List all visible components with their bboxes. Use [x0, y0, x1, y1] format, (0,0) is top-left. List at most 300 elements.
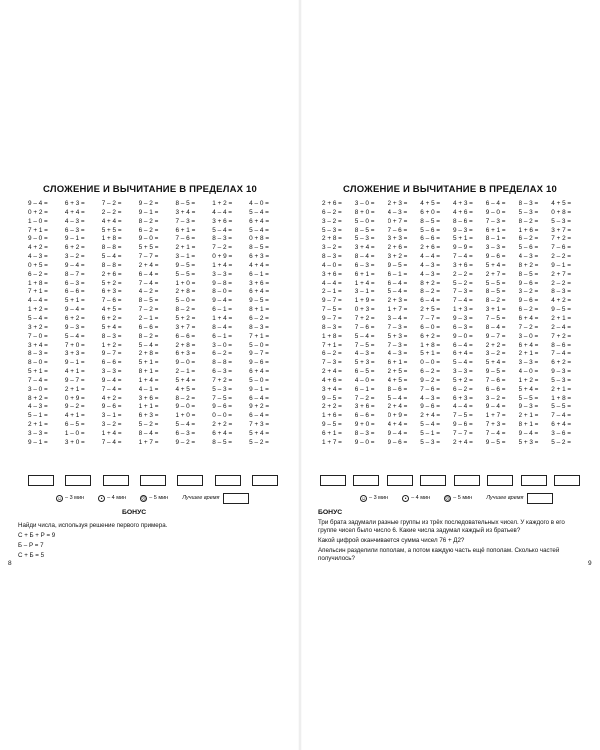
exercise-item: 6 – 3 = — [453, 323, 473, 331]
answer-box-slot — [316, 475, 350, 488]
timing-5min — [140, 495, 168, 502]
exercise-item: 9 – 2 = — [64, 403, 85, 411]
exercise-item: 6 – 4 = — [249, 394, 269, 402]
answer-box-slot — [97, 475, 134, 488]
exercise-item: 9 – 7 = — [322, 314, 342, 322]
exercise-item: 2 – 2 = — [101, 208, 122, 216]
answer-box-slot — [450, 475, 484, 488]
exercise-item: 3 – 3 = — [28, 429, 48, 437]
exercise-item: 3 + 6 = — [354, 403, 375, 411]
exercise-item: 6 – 3 = — [354, 261, 375, 269]
exercise-item: 1 – 0 = — [28, 217, 48, 225]
exercise-item: 0 + 7 = — [387, 217, 408, 225]
exercise-column — [249, 200, 286, 475]
exercise-item: 5 + 1 = — [138, 359, 159, 367]
exercise-item: 9 – 6 = — [387, 438, 408, 446]
time-box[interactable] — [320, 475, 346, 486]
exercise-item: 6 – 2 = — [212, 350, 233, 358]
exercise-item: 2 + 7 = — [551, 270, 572, 278]
exercise-item: 5 + 1 = — [420, 350, 441, 358]
answer-box-slot — [22, 475, 59, 488]
exercise-item: 6 – 4 = — [249, 412, 269, 420]
exercise-item: 4 + 6 = — [453, 208, 473, 216]
exercise-item: 1 + 8 = — [101, 235, 122, 243]
exercise-item: 4 + 4 = — [249, 261, 270, 269]
exercise-item: 5 – 4 = — [249, 226, 269, 234]
exercise-item: 6 + 3 = — [138, 412, 159, 420]
exercise-item: 9 – 0 = — [175, 359, 196, 367]
exercise-item: 1 + 2 = — [212, 200, 233, 207]
exercise-item: 2 + 4 = — [420, 412, 441, 420]
exercise-item: 2 + 6 = — [101, 270, 122, 278]
exercise-item: 8 – 6 = — [453, 217, 473, 225]
exercise-item: 2 + 1 = — [28, 421, 48, 429]
exercise-item: 9 – 6 = — [420, 403, 440, 411]
exercise-item: 5 – 2 = — [551, 438, 571, 446]
exercise-item: 8 – 8 = — [101, 261, 122, 269]
exercise-item: 1 + 4 = — [354, 279, 375, 287]
smiley-icon: ☺ — [57, 495, 63, 502]
exercise-item: 7 – 5 = — [485, 314, 506, 322]
exercise-item: 6 – 6 = — [485, 385, 506, 393]
exercise-item: 9 – 3 = — [551, 368, 571, 376]
exercise-item: 5 + 4 = — [175, 376, 196, 384]
exercise-item: 7 – 4 = — [453, 253, 473, 261]
exercise-item: 8 + 1 = — [138, 368, 159, 376]
time-box[interactable] — [103, 475, 129, 486]
exercise-item: 6 + 4 = — [249, 217, 270, 225]
page-number: 9 — [588, 560, 592, 567]
exercise-item: 3 + 3 = — [387, 235, 408, 243]
exercise-column — [139, 200, 176, 475]
exercise-item: 6 + 1 = — [322, 429, 342, 437]
exercise-item: 4 + 4 = — [64, 208, 85, 216]
exercise-item: 6 + 0 = — [420, 208, 441, 216]
exercise-item: 3 + 3 = — [64, 350, 85, 358]
exercise-item: 9 – 6 = — [453, 421, 473, 429]
exercise-item: 1 + 2 = — [28, 306, 48, 314]
exercise-item: 3 – 2 = — [518, 288, 539, 296]
exercise-item: 9 – 6 = — [485, 253, 506, 261]
page-title: СЛОЖЕНИЕ И ВЫЧИТАНИЕ В ПРЕДЕЛАХ 10 — [343, 184, 557, 195]
exercise-item: 1 + 2 = — [518, 376, 539, 384]
exercise-item: 8 – 3 = — [354, 429, 375, 437]
exercise-item: 6 + 2 = — [64, 244, 85, 252]
exercise-item: 5 – 5 = — [551, 403, 571, 411]
exercise-item: 6 + 1 = — [354, 270, 375, 278]
exercise-item: 4 – 3 = — [387, 208, 408, 216]
exercise-item: 8 – 0 = — [212, 288, 233, 296]
exercise-item: 6 – 4 = — [453, 341, 473, 349]
exercise-item: 4 + 5 = — [387, 376, 408, 384]
exercise-item: 5 – 5 = — [518, 394, 539, 402]
sad-face-icon: ☹ — [141, 495, 147, 502]
time-box[interactable] — [420, 475, 446, 486]
timing-3min — [360, 495, 388, 502]
timing-4min-label: – 4 мин — [411, 495, 431, 501]
exercise-item: 6 – 1 = — [212, 306, 233, 314]
exercise-item: 6 – 2 = — [453, 385, 473, 393]
exercise-item: 6 + 3 = — [175, 350, 196, 358]
exercise-item: 5 – 0 = — [249, 376, 269, 384]
timing-5min-label: – 5 мин — [453, 495, 473, 501]
bonus-text — [18, 522, 282, 562]
exercise-item: 6 + 2 = — [64, 314, 85, 322]
exercise-item: 6 + 4 = — [518, 314, 539, 322]
exercise-item: 6 – 1 = — [354, 385, 375, 393]
exercise-item: 9 – 5 = — [249, 297, 269, 305]
exercise-item: 1 + 2 = — [101, 341, 122, 349]
exercise-item: 6 – 4 = — [420, 297, 440, 305]
answer-box-slot — [484, 475, 518, 488]
exercise-item: 2 + 1 = — [175, 244, 196, 252]
exercise-item: 9 – 3 = — [64, 323, 85, 331]
exercise-item: 4 – 4 = — [420, 253, 440, 261]
exercise-item: 3 – 0 = — [354, 200, 375, 207]
exercise-item: 2 + 2 = — [322, 403, 342, 411]
exercise-item: 7 – 3 = — [387, 323, 408, 331]
exercise-item: 2 + 8 = — [138, 350, 159, 358]
exercise-item: 3 – 3 = — [518, 359, 539, 367]
exercise-item: 9 – 1 = — [249, 385, 269, 393]
exercise-item: 1 + 4 = — [101, 429, 122, 437]
exercise-item: 7 – 4 = — [551, 412, 571, 420]
exercise-item: 9 – 7 = — [485, 332, 506, 340]
answer-box-slot — [134, 475, 171, 488]
exercise-item: 5 – 0 = — [175, 297, 196, 305]
timing-legend — [360, 491, 553, 505]
exercise-item: 8 – 3 = — [212, 235, 233, 243]
exercise-item: 2 + 2 = — [212, 421, 233, 429]
time-box[interactable] — [140, 475, 166, 486]
exercise-item: 9 – 6 = — [249, 359, 269, 367]
exercise-item: 4 + 4 = — [101, 217, 122, 225]
best-time-box[interactable] — [527, 493, 553, 504]
exercise-item: 7 – 2 = — [101, 200, 122, 207]
exercise-item: 7 + 1 = — [28, 226, 48, 234]
exercise-item: 2 – 1 = — [175, 368, 196, 376]
exercise-item: 7 – 4 = — [453, 297, 473, 305]
exercise-item: 7 – 3 = — [453, 288, 473, 296]
exercise-item: 1 – 0 = — [64, 429, 85, 437]
exercise-item: 3 + 4 = — [322, 385, 342, 393]
exercise-item: 5 + 2 = — [453, 376, 473, 384]
answer-box-slot — [517, 475, 551, 488]
exercise-item: 6 + 4 = — [518, 341, 539, 349]
exercise-item: 6 – 1 = — [249, 270, 269, 278]
exercise-item: 5 + 2 = — [175, 314, 196, 322]
exercise-item: 3 + 6 = — [212, 217, 233, 225]
exercise-item: 3 + 4 = — [28, 341, 48, 349]
exercise-item: 9 – 5 = — [485, 368, 506, 376]
bonus-title: БОНУС — [318, 509, 343, 516]
exercise-item: 6 – 2 = — [420, 368, 440, 376]
exercise-item: 7 – 2 = — [354, 394, 375, 402]
exercise-item: 9 – 1 = — [64, 235, 85, 243]
exercise-item: 3 – 4 = — [387, 314, 408, 322]
exercise-item: 3 – 1 = — [101, 412, 122, 420]
exercise-item: 5 – 4 = — [249, 208, 269, 216]
exercise-column — [65, 200, 102, 475]
exercise-item: 9 – 0 = — [138, 235, 159, 243]
exercise-item: 1 + 4 = — [212, 314, 233, 322]
exercise-item: 4 – 4 = — [322, 279, 342, 287]
exercise-item: 8 – 8 = — [101, 244, 122, 252]
exercise-item: 8 – 3 = — [249, 323, 269, 331]
exercise-item: 6 – 3 = — [212, 368, 233, 376]
exercise-item: 6 – 2 = — [138, 226, 159, 234]
exercise-item: 8 + 2 = — [420, 279, 441, 287]
exercise-item: 5 – 4 = — [175, 421, 196, 429]
bonus-text — [318, 519, 584, 565]
exercise-item: 2 – 2 = — [453, 270, 473, 278]
exercise-item: 3 + 2 = — [387, 253, 408, 261]
exercise-item: 7 – 7 = — [420, 314, 440, 322]
exercise-item: 0 + 8 = — [249, 235, 270, 243]
exercise-item: 7 – 6 = — [387, 226, 408, 234]
exercise-item: 9 – 5 = — [322, 421, 342, 429]
time-box[interactable] — [521, 475, 547, 486]
neutral-face-icon: • — [402, 495, 409, 502]
timing-3min-label: – 3 мин — [65, 495, 85, 501]
time-box[interactable] — [177, 475, 203, 486]
timing-4min — [98, 495, 126, 502]
exercise-item: 9 – 3 = — [453, 314, 473, 322]
exercise-item: 3 – 2 = — [322, 217, 342, 225]
exercise-item: 8 – 6 = — [387, 385, 408, 393]
exercise-item: 1 + 4 = — [212, 261, 233, 269]
exercise-column — [102, 200, 139, 475]
exercise-item: 5 – 4 = — [420, 421, 440, 429]
exercise-item: 8 – 5 = — [138, 297, 159, 305]
exercise-item: 6 – 6 = — [354, 412, 375, 420]
exercise-item: 4 – 3 = — [420, 394, 440, 402]
exercise-item: 6 – 6 = — [420, 235, 440, 243]
exercise-item: 0 + 9 = — [387, 412, 408, 420]
exercise-item: 0 – 0 = — [420, 359, 440, 367]
exercise-item: 9 – 1 = — [28, 438, 48, 446]
exercise-item: 5 – 0 = — [249, 341, 269, 349]
exercise-item: 8 – 3 = — [322, 253, 342, 261]
bonus-line: Найди числа, используя решение первого примера. — [18, 522, 168, 529]
exercise-item: 9 – 4 = — [387, 429, 408, 437]
exercise-item: 6 – 2 = — [518, 306, 539, 314]
exercise-item: 1 + 3 = — [453, 306, 473, 314]
exercise-item: 4 + 5 = — [551, 200, 572, 207]
exercise-item: 8 – 3 = — [518, 200, 539, 207]
exercise-column — [420, 200, 453, 475]
exercise-item: 5 + 4 = — [518, 385, 539, 393]
exercise-item: 4 – 0 = — [249, 200, 269, 207]
exercise-item: 1 + 7 = — [322, 438, 342, 446]
sad-face-icon: ☹ — [445, 495, 451, 502]
exercise-item: 6 – 6 = — [64, 288, 85, 296]
exercise-item: 3 – 3 = — [212, 270, 233, 278]
exercise-item: 3 + 2 = — [28, 323, 48, 331]
exercise-item: 7 + 2 = — [551, 235, 572, 243]
exercise-item: 7 + 2 = — [354, 314, 375, 322]
exercise-item: 1 + 8 = — [28, 279, 48, 287]
exercise-item: 8 – 5 = — [212, 438, 233, 446]
answer-box-slot — [551, 475, 585, 488]
exercise-item: 1 + 6 = — [518, 226, 539, 234]
exercise-item: 5 + 2 = — [101, 279, 122, 287]
time-box[interactable] — [215, 475, 241, 486]
exercise-item: 6 – 6 = — [101, 359, 122, 367]
page-title: СЛОЖЕНИЕ И ВЫЧИТАНИЕ В ПРЕДЕЛАХ 10 — [43, 184, 257, 195]
exercise-item: 3 – 3 = — [485, 244, 506, 252]
exercise-item: 4 – 3 = — [354, 350, 375, 358]
exercise-item: 6 – 3 = — [64, 279, 85, 287]
exercise-item: 6 – 4 = — [138, 270, 159, 278]
answer-box-slot — [59, 475, 96, 488]
neutral-face-icon: • — [98, 495, 105, 502]
exercise-item: 8 – 4 = — [354, 253, 375, 261]
time-box[interactable] — [28, 475, 54, 486]
exercise-item: 4 – 3 = — [28, 403, 48, 411]
exercise-item: 3 + 4 = — [175, 208, 196, 216]
exercise-item: 6 + 3 = — [453, 394, 473, 402]
time-box[interactable] — [387, 475, 413, 486]
timing-4min-label: – 4 мин — [107, 495, 127, 501]
exercise-item: 2 + 5 = — [387, 368, 408, 376]
exercise-item: 7 + 1 = — [249, 332, 270, 340]
exercise-item: 0 + 5 = — [28, 261, 48, 269]
exercise-item: 5 + 5 = — [101, 226, 122, 234]
exercise-item: 1 + 8 = — [551, 394, 572, 402]
exercise-item: 3 + 6 = — [453, 261, 473, 269]
exercise-item: 9 – 7 = — [249, 350, 269, 358]
exercise-item: 5 + 1 = — [28, 368, 48, 376]
timing-legend — [56, 491, 249, 505]
exercise-item: 6 – 4 = — [485, 200, 506, 207]
exercise-item: 6 + 1 = — [387, 359, 408, 367]
exercise-item: 5 + 1 = — [64, 297, 85, 305]
exercise-item: 4 + 5 = — [101, 306, 122, 314]
exercise-item: 7 + 1 = — [322, 341, 342, 349]
exercise-item: 5 – 3 = — [354, 235, 375, 243]
exercise-item: 5 – 3 = — [322, 226, 342, 234]
exercise-item: 6 + 1 = — [175, 226, 196, 234]
exercise-item: 8 – 0 = — [28, 359, 48, 367]
exercise-item: 4 – 3 = — [64, 217, 85, 225]
exercise-item: 8 + 0 = — [354, 208, 375, 216]
exercise-item: 9 – 4 = — [101, 376, 122, 384]
exercise-item: 8 – 4 = — [485, 323, 506, 331]
exercise-item: 5 – 4 = — [453, 359, 473, 367]
exercise-item: 7 – 3 = — [322, 359, 342, 367]
exercise-column — [175, 200, 212, 475]
exercise-item: 6 + 2 = — [101, 314, 122, 322]
exercise-item: 6 + 2 = — [551, 359, 572, 367]
exercise-column — [453, 200, 486, 475]
exercise-item: 6 – 3 = — [64, 226, 85, 234]
exercise-item: 8 – 2 = — [138, 332, 159, 340]
exercise-item: 8 – 5 = — [518, 270, 539, 278]
exercise-item: 4 + 4 = — [387, 421, 408, 429]
time-box[interactable] — [65, 475, 91, 486]
exercise-item: 5 – 4 = — [138, 341, 159, 349]
exercise-item: 4 – 0 = — [354, 376, 375, 384]
time-box[interactable] — [353, 475, 379, 486]
exercise-item: 7 – 6 = — [420, 385, 440, 393]
exercise-item: 8 – 8 = — [212, 359, 233, 367]
exercise-item: 7 – 4 = — [101, 385, 122, 393]
time-box[interactable] — [252, 475, 278, 486]
best-time-box[interactable] — [223, 493, 249, 504]
exercise-item: 6 – 6 = — [175, 332, 196, 340]
bonus-line: С + Б + Р = 9 — [18, 532, 56, 539]
exercise-item: 8 – 2 = — [485, 297, 506, 305]
exercise-item: 1 + 7 = — [387, 306, 408, 314]
exercise-item: 8 – 3 = — [322, 323, 342, 331]
timing-5min-label: – 5 мин — [149, 495, 169, 501]
exercise-item: 6 – 6 = — [138, 323, 159, 331]
exercise-item: 1 + 8 = — [420, 341, 441, 349]
time-box[interactable] — [487, 475, 513, 486]
exercise-item: 9 – 4 = — [518, 429, 539, 437]
exercise-item: 8 – 4 = — [138, 429, 159, 437]
best-time-label: Лучшее время — [182, 495, 220, 501]
exercise-grid — [322, 200, 584, 475]
exercise-item: 8 + 2 = — [518, 261, 539, 269]
exercise-item: 7 – 5 = — [354, 341, 375, 349]
exercise-item: 5 – 4 = — [212, 226, 233, 234]
exercise-item: 5 – 3 = — [551, 217, 571, 225]
exercise-column — [322, 200, 355, 475]
exercise-item: 6 + 4 = — [212, 429, 233, 437]
exercise-item: 7 + 2 = — [551, 332, 572, 340]
answer-box-slot — [417, 475, 451, 488]
exercise-item: 7 + 3 = — [485, 421, 506, 429]
time-box[interactable] — [454, 475, 480, 486]
exercise-item: 7 + 3 = — [249, 421, 270, 429]
exercise-item: 4 – 3 = — [28, 253, 48, 261]
exercise-item: 5 + 1 = — [453, 235, 473, 243]
time-box[interactable] — [554, 475, 580, 486]
exercise-column — [355, 200, 388, 475]
exercise-item: 1 + 0 = — [175, 412, 196, 420]
exercise-item: 5 – 4 = — [28, 314, 48, 322]
exercise-item: 7 – 4 = — [101, 438, 122, 446]
exercise-item: 5 – 5 = — [485, 279, 506, 287]
exercise-item: 6 + 2 = — [420, 332, 441, 340]
exercise-item: 9 – 6 = — [518, 297, 539, 305]
exercise-item: 4 – 3 = — [420, 261, 440, 269]
exercise-item: 8 – 4 = — [212, 323, 233, 331]
exercise-item: 7 – 4 = — [138, 279, 159, 287]
exercise-item: 3 + 7 = — [175, 323, 196, 331]
exercise-item: 3 + 7 = — [551, 226, 572, 234]
exercise-item: 8 + 2 = — [28, 394, 48, 402]
exercise-item: 4 + 1 = — [64, 412, 85, 420]
exercise-item: 4 – 3 = — [387, 350, 408, 358]
exercise-item: 8 – 5 = — [485, 288, 506, 296]
exercise-column — [519, 200, 552, 475]
exercise-item: 7 – 0 = — [28, 332, 48, 340]
exercise-item: 6 – 4 = — [387, 279, 408, 287]
exercise-item: 7 – 3 = — [485, 217, 506, 225]
exercise-item: 5 + 3 = — [387, 332, 408, 340]
exercise-item: 9 – 4 = — [64, 306, 85, 314]
exercise-item: 9 + 2 = — [249, 403, 270, 411]
exercise-item: 9 – 4 = — [212, 297, 233, 305]
exercise-item: 9 – 7 = — [101, 350, 122, 358]
exercise-item: 4 – 2 = — [138, 288, 159, 296]
answer-boxes-row — [316, 475, 584, 488]
exercise-item: 5 – 2 = — [249, 438, 269, 446]
exercise-item: 8 + 1 = — [249, 306, 270, 314]
